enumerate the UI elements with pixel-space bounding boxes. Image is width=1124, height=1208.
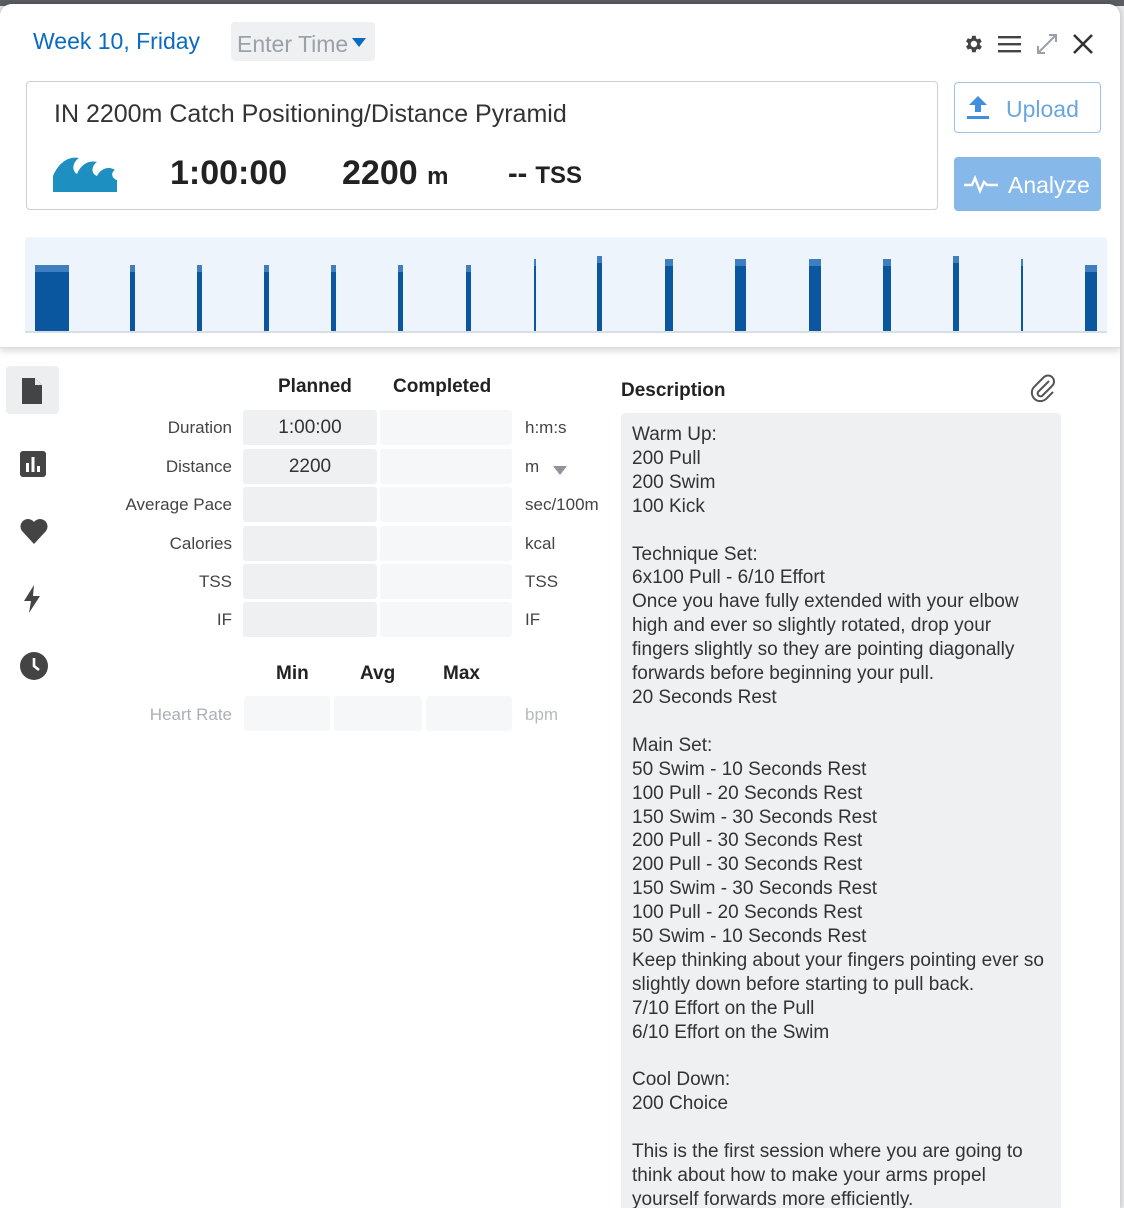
distance-label: Distance [165, 457, 232, 476]
min-header: Min [276, 663, 309, 684]
tss-completed-input[interactable] [380, 564, 512, 599]
interval-bar[interactable] [597, 256, 602, 331]
chart-baseline [25, 331, 1107, 333]
paperclip-icon[interactable] [1029, 372, 1055, 407]
if-unit-label: IF [525, 610, 541, 629]
time-select[interactable] [231, 22, 375, 61]
duration-label: Duration [167, 418, 232, 437]
workout-modal [0, 4, 1120, 1208]
nav-summary[interactable] [6, 366, 59, 414]
interval-bar-cap [665, 259, 673, 266]
planned-duration: 1:00:00 [170, 154, 288, 192]
interval-bar[interactable] [1021, 259, 1023, 331]
description-textarea[interactable]: Warm Up: 200 Pull 200 Swim 100 Kick Technique Set: 6x100 Pull - 6/10 Effort Once you have fully extended with your elbow high and ever so slightly rotated, drop your fingers slightly so they are pointing diagonally forwards before beginning your pull. 20 Seconds Rest Main Set: 50 Swim - 10 Seconds Rest 100 Pull - 20 Seconds Rest 150 Swim - 30 Seconds Rest 200 Pull - 30 Seconds Rest 200 Pull - 30 Seconds Rest 150 Swim - 30 Seconds Rest 100 Pull - 20 Seconds Rest 50 Swim - 10 Seconds Rest Keep thinking about your fingers pointing ever so slightly down before starting to pull back. 7/10 Effort on the Pull 6/10 Effort on the Swim Cool Down: 200 Choice This is the first session where you are going to think about how to make your arms propel yourself forwards more efficiently. [621, 413, 1061, 1208]
heart-icon [20, 518, 48, 544]
calories-planned-input[interactable] [243, 526, 377, 561]
swim-icon [53, 152, 117, 197]
nav-heart-rate[interactable] [6, 506, 59, 554]
interval-bar[interactable] [197, 265, 202, 331]
interval-bar[interactable] [1085, 265, 1097, 331]
hr-min-input[interactable] [244, 696, 330, 731]
pace-unit: sec/100m [525, 495, 599, 514]
interval-bar[interactable] [735, 259, 746, 331]
interval-bar-cap [398, 265, 403, 272]
distance-completed-input[interactable] [380, 449, 512, 484]
interval-bar-cap [264, 265, 269, 272]
calories-completed-input[interactable] [380, 526, 512, 561]
interval-bar-cap [1085, 265, 1097, 272]
interval-bar-cap [735, 259, 746, 266]
workout-summary-card [26, 81, 938, 210]
interval-bar[interactable] [398, 265, 403, 331]
tss-unit: TSS [535, 162, 583, 189]
hr-max-input[interactable] [426, 696, 512, 731]
distance-planned-input[interactable]: 2200 [243, 449, 377, 484]
interval-bar-cap [953, 256, 959, 263]
workout-structure-chart [25, 237, 1107, 333]
lightning-icon [20, 585, 44, 613]
tss-label: TSS [198, 572, 232, 591]
distance-unit: m [427, 163, 449, 190]
planned-header: Planned [278, 376, 352, 397]
distance-unit-select[interactable]: m [525, 457, 540, 476]
caret-down-icon [352, 38, 366, 47]
interval-bar-cap [35, 265, 69, 272]
upload-icon [967, 96, 989, 120]
description-header: Description [621, 380, 726, 401]
interval-bar[interactable] [264, 265, 269, 331]
week-day-title: Week 10, Friday [33, 28, 201, 54]
interval-bar[interactable] [466, 265, 471, 331]
max-header: Max [443, 663, 480, 684]
duration-unit: h:m:s [525, 418, 567, 437]
tss-planned-input[interactable] [243, 564, 377, 599]
heart-rate-label: Heart Rate [149, 705, 232, 724]
avg-header: Avg [360, 663, 396, 684]
document-icon [20, 378, 44, 404]
interval-bar-cap [466, 265, 471, 272]
nav-analysis[interactable] [6, 439, 59, 487]
close-icon[interactable] [1071, 32, 1095, 61]
tss-unit-label: TSS [525, 572, 559, 591]
gear-icon[interactable] [962, 33, 984, 60]
interval-bar[interactable] [35, 265, 69, 331]
interval-bar[interactable] [331, 265, 336, 331]
interval-bar[interactable] [534, 259, 536, 331]
pace-completed-input[interactable] [380, 487, 512, 522]
if-completed-input[interactable] [380, 602, 512, 637]
workout-header-section [0, 4, 1120, 348]
interval-bar[interactable] [130, 265, 135, 331]
if-label: IF [216, 610, 232, 629]
bar-chart-icon [20, 451, 46, 477]
caret-down-icon[interactable] [553, 466, 567, 475]
interval-bar[interactable] [665, 259, 673, 331]
upload-button[interactable] [954, 82, 1101, 133]
nav-time[interactable] [6, 640, 59, 688]
interval-bar-cap [197, 265, 202, 272]
if-planned-input[interactable] [243, 602, 377, 637]
hr-avg-input[interactable] [334, 696, 422, 731]
time-select-placeholder: Enter Time [237, 31, 349, 57]
expand-icon[interactable] [1035, 32, 1059, 61]
calories-unit: kcal [525, 534, 556, 553]
interval-bar[interactable] [809, 259, 821, 331]
interval-bar[interactable] [883, 259, 891, 331]
interval-bar-cap [1021, 259, 1023, 266]
interval-bar-cap [534, 259, 536, 266]
nav-power[interactable] [6, 573, 59, 621]
interval-bar-cap [331, 265, 336, 272]
pulse-icon [964, 174, 998, 194]
interval-bar-cap [883, 259, 891, 266]
clock-icon [20, 652, 48, 680]
average-pace-label: Average Pace [125, 495, 232, 514]
analyze-label: Analyze [1008, 172, 1090, 198]
interval-bar-cap [809, 259, 821, 266]
planned-tss [508, 158, 582, 191]
menu-icon[interactable] [998, 35, 1021, 58]
upload-label: Upload [1006, 96, 1079, 122]
hr-unit: bpm [525, 705, 559, 724]
pace-planned-input[interactable] [243, 487, 377, 522]
interval-bar-cap [597, 256, 602, 263]
analyze-button[interactable] [954, 157, 1101, 211]
distance-value: 2200 [342, 154, 418, 192]
duration-completed-input[interactable] [380, 410, 512, 445]
workout-title: IN 2200m Catch Positioning/Distance Pyramid [54, 100, 567, 128]
interval-bar[interactable] [953, 256, 959, 331]
interval-bar-cap [130, 265, 135, 272]
calories-label: Calories [169, 534, 232, 553]
tss-value: -- [508, 158, 528, 190]
completed-header: Completed [393, 376, 492, 397]
duration-planned-input[interactable]: 1:00:00 [243, 410, 377, 445]
planned-distance [342, 154, 448, 193]
